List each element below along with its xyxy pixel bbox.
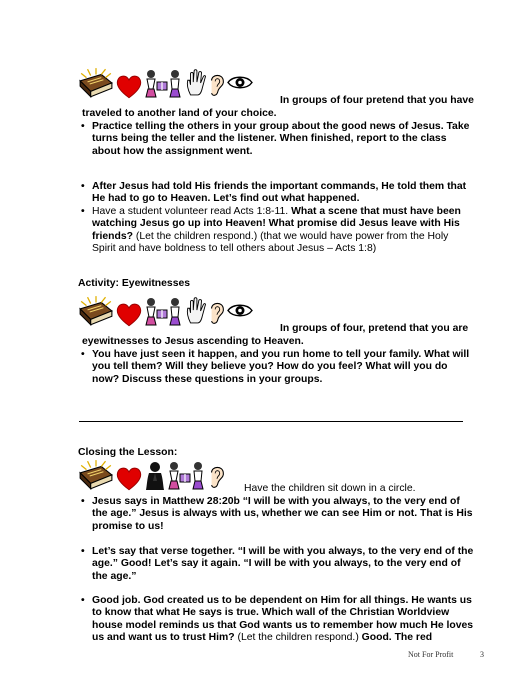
heart-icon [115, 465, 143, 492]
activity-list [82, 349, 474, 386]
closing-b3-part2: (Let the children respond.) [234, 632, 362, 644]
divider [79, 421, 463, 422]
kids-gift-icon [144, 68, 184, 100]
icon-row-2 [78, 294, 253, 328]
kids-gift-icon [144, 296, 184, 328]
bible-icon [78, 296, 114, 328]
list-item: • You have just seen it happen, and you run home to tell your family. What will you tell them? Will they believe you? How do you feel? What will you do now? Discuss these questions in your groups. [82, 349, 474, 386]
page-number: 3 [480, 650, 484, 659]
activity-heading: Activity: Eyewitnesses [78, 278, 191, 289]
ear-icon [208, 462, 226, 492]
list-item: • Let’s say that verse together. “I will be with you always, to the very end of the age.” Good! Let’s say it again. “I will be with you always, to the very end of the age.” [82, 546, 474, 583]
closing-list-a [82, 496, 474, 533]
bullet3-part2: What a scene that must have been watching Jesus go up into Heaven! What promise did Jesus leave with His friends? [92, 205, 461, 242]
activity-lead-cont: eyewitnesses to Jesus ascending to Heaven. [82, 336, 304, 347]
ear-icon [208, 70, 226, 100]
footer-label: Not For Profit [408, 650, 454, 659]
kids-gift-icon [167, 460, 207, 492]
list-item [82, 595, 474, 645]
bullet3-part3: (Let the children respond.) (that we would have power from the Holy Spirit and have boldness to tell others about Jesus – Acts 1:8) [92, 230, 449, 255]
ear-icon [208, 298, 226, 328]
activity-lead: In groups of four, pretend that you are [280, 323, 469, 334]
closing-b3-part3: Good. The red [361, 632, 433, 644]
closing-b1-part2: Jesus is always with us, whether we can see Him or not. That is His promise to us! [92, 508, 473, 532]
bible-icon [78, 68, 114, 100]
list-item: • Practice telling the others in your group about the good news of Jesus. Take turns being the teller and the listener. When finished, report to the class about how the assignment went. [82, 121, 474, 158]
eye-icon [227, 302, 253, 319]
heart-icon [115, 301, 143, 328]
praying-child-icon [144, 460, 166, 492]
closing-lead: Have the children sit down in a circle. [244, 483, 416, 494]
closing-list-b [82, 546, 474, 583]
bullet3-part1: Have a student volunteer read Acts 1:8-11. [92, 205, 292, 217]
section1-list-a [82, 121, 474, 158]
hand-icon [185, 66, 207, 100]
list-item: • After Jesus had told His friends the important commands, He told them that He had to go to Heaven. Let’s find out what happened. [82, 181, 474, 206]
section1-lead: In groups of four pretend that you have [280, 95, 474, 106]
closing-b1-part1: Jesus says in Matthew 28:20b “I will be with you always, to the very end of the age.” [92, 496, 460, 520]
closing-list-c [82, 595, 474, 645]
eye-icon [227, 74, 253, 91]
hand-icon [185, 294, 207, 328]
icon-row-3 [78, 460, 226, 492]
list-item [82, 496, 474, 533]
list-item [82, 206, 474, 256]
icon-row-1 [78, 66, 253, 100]
section1-list-b [82, 181, 474, 255]
closing-b3-part1: Good job. God created us to be dependent on Him for all things. He wants us to know that what He says is true. Which wall of the Christian Worldview house model reminds us that God wants us to remember how much He loves us and want us to trust Him? [92, 595, 474, 644]
bible-icon [78, 460, 114, 492]
section1-lead-cont: traveled to another land of your choice. [82, 108, 277, 119]
heart-icon [115, 73, 143, 100]
closing-heading: Closing the Lesson: [78, 447, 178, 458]
